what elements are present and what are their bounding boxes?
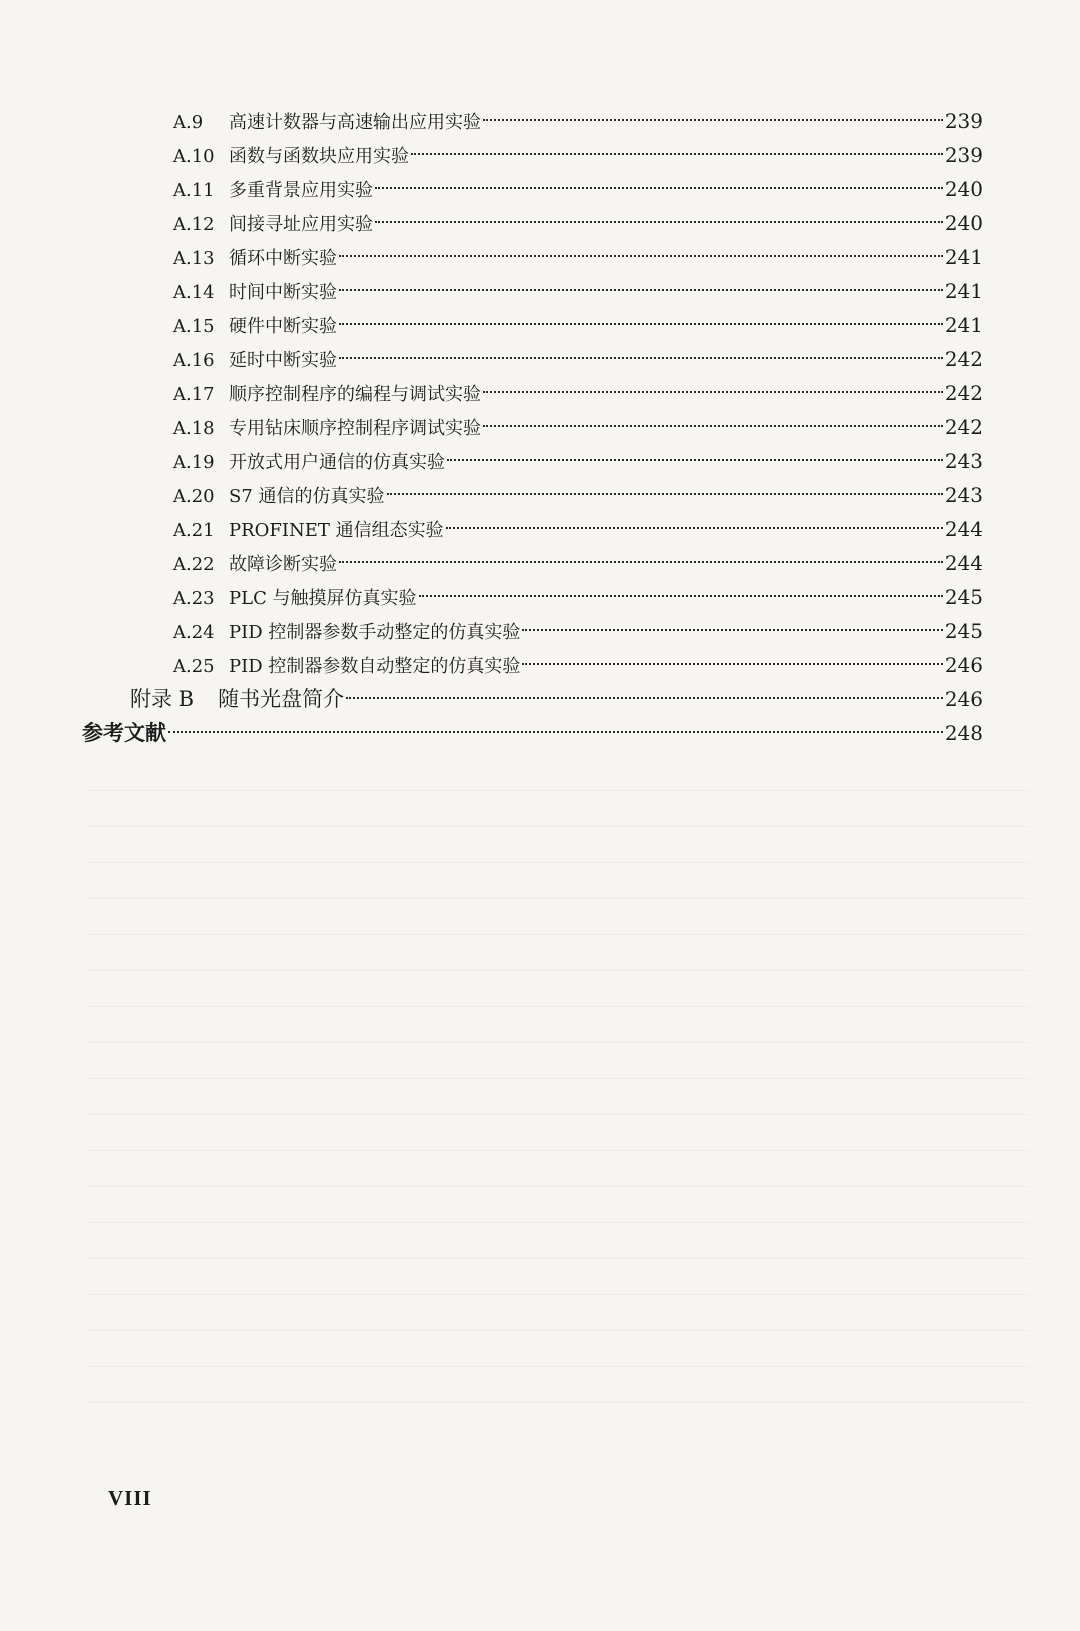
toc-entry-title: PLC 与触摸屏仿真实验: [229, 588, 417, 609]
toc-entry-number: A.10: [173, 146, 215, 167]
toc-entry-page: 241: [944, 313, 983, 337]
dot-leader: [411, 153, 943, 155]
toc-entry-number: A.25: [173, 656, 215, 677]
toc-entry-title: 专用钻床顺序控制程序调试实验: [229, 418, 481, 439]
toc-entry-number: A.21: [173, 520, 215, 541]
dot-leader: [339, 255, 943, 257]
toc-entry-title: PROFINET 通信组态实验: [229, 520, 444, 541]
dot-leader: [522, 629, 942, 631]
toc-entry-page: 241: [944, 245, 983, 269]
toc-entry-number: A.16: [173, 350, 215, 371]
toc-entry-number: A.18: [173, 418, 215, 439]
toc-entry-title: 多重背景应用实验: [229, 180, 373, 201]
toc-entry-page: 248: [944, 721, 983, 745]
toc-entry-number: A.20: [173, 486, 215, 507]
toc-entry-a9[interactable]: [173, 104, 983, 138]
toc-entry-number: A.12: [173, 214, 215, 235]
dot-leader: [483, 391, 943, 393]
toc-entry-title: 循环中断实验: [229, 248, 337, 269]
toc-entry-page: 245: [944, 585, 983, 609]
toc-entry-number: A.17: [173, 384, 215, 405]
toc-entry-number: A.14: [173, 282, 215, 303]
dot-leader: [339, 561, 943, 563]
toc-entry-page: 240: [944, 177, 983, 201]
toc-entry-number: A.22: [173, 554, 215, 575]
toc-entry-title: 间接寻址应用实验: [229, 214, 373, 235]
dot-leader: [339, 357, 943, 359]
toc-entry-a24[interactable]: [173, 614, 983, 648]
toc-entry-a25[interactable]: [173, 648, 983, 682]
toc-entry-title: PID 控制器参数手动整定的仿真实验: [229, 622, 521, 643]
dot-leader: [387, 493, 943, 495]
toc-entry-a16[interactable]: [173, 342, 983, 376]
toc-entry-title: PID 控制器参数自动整定的仿真实验: [229, 656, 521, 677]
toc-entry-a15[interactable]: [173, 308, 983, 342]
toc-entry-title: 延时中断实验: [229, 350, 337, 371]
toc-entry-title: S7 通信的仿真实验: [229, 486, 385, 507]
toc-entry-title: 函数与函数块应用实验: [229, 146, 409, 167]
toc-entry-page: 241: [944, 279, 983, 303]
toc-entry-title: 顺序控制程序的编程与调试实验: [229, 384, 481, 405]
dot-leader: [375, 187, 943, 189]
toc-entry-appendix-b[interactable]: [130, 682, 983, 716]
toc-entry-a17[interactable]: [173, 376, 983, 410]
dot-leader: [168, 731, 943, 733]
toc-entry-a19[interactable]: [173, 444, 983, 478]
toc-entry-number: 附录 B: [130, 687, 195, 711]
dot-leader: [339, 289, 943, 291]
toc-entry-a10[interactable]: [173, 138, 983, 172]
dot-leader: [419, 595, 943, 597]
toc-entry-page: 239: [944, 143, 983, 167]
toc-entry-page: 242: [944, 347, 983, 371]
dot-leader: [375, 221, 943, 223]
toc-entry-page: 243: [944, 483, 983, 507]
toc-entry-page: 245: [944, 619, 983, 643]
toc-entry-number: A.13: [173, 248, 215, 269]
page-number: VIII: [108, 1486, 152, 1510]
toc-entry-a12[interactable]: [173, 206, 983, 240]
toc-entry-title: 参考文献: [82, 720, 166, 745]
toc-entry-a11[interactable]: [173, 172, 983, 206]
toc-entry-a13[interactable]: [173, 240, 983, 274]
toc-entry-number: A.9: [173, 112, 204, 133]
toc-entry-a21[interactable]: [173, 512, 983, 546]
toc-entry-title: 硬件中断实验: [229, 316, 337, 337]
dot-leader: [483, 425, 943, 427]
toc-entry-page: 242: [944, 381, 983, 405]
toc-entry-a20[interactable]: [173, 478, 983, 512]
toc-entry-a22[interactable]: [173, 546, 983, 580]
toc-entry-page: 246: [944, 687, 983, 711]
toc-entry-page: 239: [944, 109, 983, 133]
dot-leader: [483, 119, 943, 121]
toc-entry-number: A.11: [173, 180, 215, 201]
dot-leader: [346, 697, 943, 699]
toc-entry-title: 故障诊断实验: [229, 554, 337, 575]
toc-entry-number: A.19: [173, 452, 215, 473]
toc-entry-page: 242: [944, 415, 983, 439]
toc-entry-title: 随书光盘简介: [218, 687, 345, 711]
dot-leader: [522, 663, 942, 665]
toc-entry-a14[interactable]: [173, 274, 983, 308]
toc-entry-title: 高速计数器与高速输出应用实验: [229, 112, 481, 133]
toc-entry-title: 时间中断实验: [229, 282, 337, 303]
toc-entry-a18[interactable]: [173, 410, 983, 444]
dot-leader: [339, 323, 943, 325]
toc-entry-page: 246: [944, 653, 983, 677]
toc-entry-references[interactable]: [82, 716, 983, 750]
toc-entry-number: A.24: [173, 622, 215, 643]
dot-leader: [446, 527, 943, 529]
toc-entry-page: 240: [944, 211, 983, 235]
toc-entry-page: 244: [944, 517, 983, 541]
toc-entry-page: 244: [944, 551, 983, 575]
toc-entry-a23[interactable]: [173, 580, 983, 614]
toc-entry-number: A.23: [173, 588, 215, 609]
toc-entry-title: 开放式用户通信的仿真实验: [229, 452, 445, 473]
toc-entry-page: 243: [944, 449, 983, 473]
toc-entry-number: A.15: [173, 316, 215, 337]
dot-leader: [447, 459, 943, 461]
